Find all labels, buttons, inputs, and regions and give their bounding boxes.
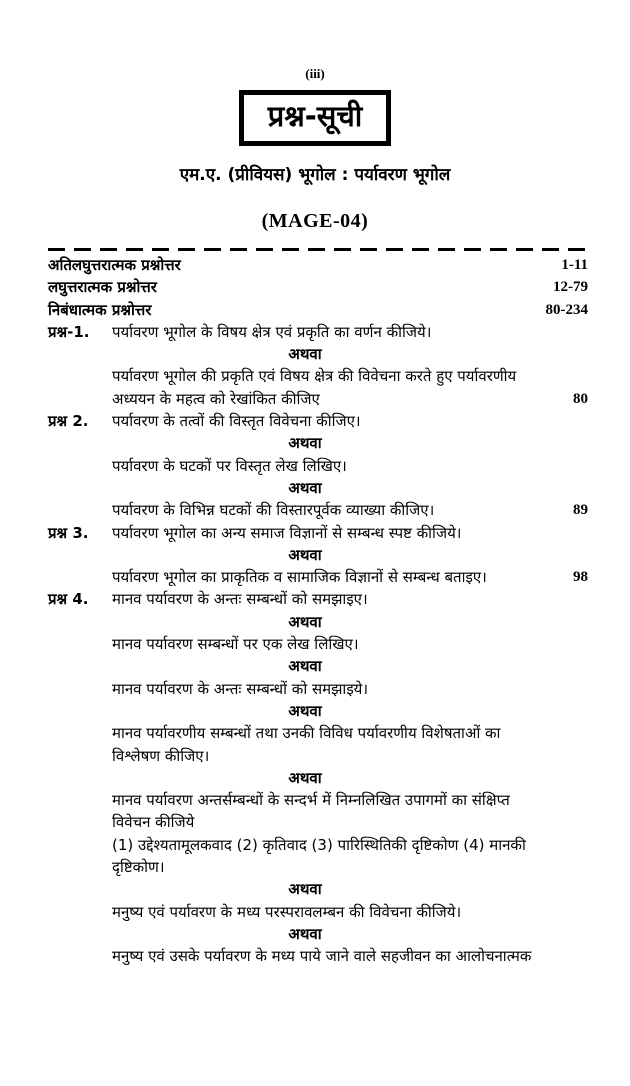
or-text: अथवा [288,545,322,564]
page-number: 89 [573,502,588,519]
or-separator [48,477,588,499]
or-text: अथवा [288,612,322,631]
body-line [48,566,588,588]
dashed-divider [48,248,588,251]
or-separator [48,700,588,722]
question-number: प्रश्न-1. [48,322,90,341]
course-title: एम.ए. (प्रीवियस) भूगोल : पर्यावरण भूगोल [179,165,451,185]
body-text: मनुष्य एवं पर्यावरण के मध्य परस्परावलम्बन की विवेचना कीजिये। [112,902,462,921]
question-text: पर्यावरण के तत्वों की विस्तृत विवेचना कीजिए। [112,412,361,431]
course-code: (MAGE-04) [261,210,369,232]
body-line [48,388,588,410]
toc-row [48,299,588,321]
question-line [48,522,588,544]
or-text: अथवा [288,345,322,364]
body-text: पर्यावरण भूगोल का प्राकृतिक व सामाजिक विज्ञानों से सम्बन्ध बताइए। [112,568,487,587]
title-box-wrapper [0,90,630,146]
body-text: पर्यावरण भूगोल की प्रकृति एवं विषय क्षेत्र की विवेचना करते हुए पर्यावरणीय [112,367,517,386]
question-text: पर्यावरण भूगोल के विषय क्षेत्र एवं प्रकृति का वर्णन कीजिये। [112,322,432,341]
body-line [48,834,588,856]
or-text: अथवा [288,434,322,453]
or-text: अथवा [288,880,322,899]
question-text: पर्यावरण भूगोल का अन्य समाज विज्ञानों से सम्बन्ध स्पष्ट कीजिये। [112,523,462,542]
or-text: अथवा [288,924,322,943]
page-folio: (iii) [305,66,325,81]
body-line [48,633,588,655]
body-line [48,722,588,744]
or-separator [48,767,588,789]
body-line [48,789,588,811]
or-text: अथवा [288,478,322,497]
body-line [48,455,588,477]
body-text: मानव पर्यावरण के अन्तः सम्बन्धों को समझाइये। [112,679,369,698]
toc-pages: 80-234 [545,301,588,318]
body-text: विवेचन कीजिये [112,813,195,832]
body-line [48,365,588,387]
body-text: पर्यावरण के घटकों पर विस्तृत लेख लिखिए। [112,456,347,475]
page-number: 80 [573,390,588,407]
toc-row [48,276,588,298]
question-list [48,254,588,968]
or-separator [48,611,588,633]
body-text: मनुष्य एवं उसके पर्यावरण के मध्य पाये जाने वाले सहजीवन का आलोचनात्मक [112,947,532,966]
toc-label: अतिलघुत्तरात्मक प्रश्नोत्तर [48,256,181,274]
body-line [48,499,588,521]
body-line [48,745,588,767]
body-text: मानव पर्यावरण सम्बन्धों पर एक लेख लिखिए। [112,635,359,654]
body-line [48,945,588,967]
or-separator [48,923,588,945]
body-text: विश्लेषण कीजिए। [112,746,210,765]
or-separator [48,343,588,365]
toc-label: निबंधात्मक प्रश्नोत्तर [48,300,152,319]
page-title: प्रश्न-सूची [239,90,392,146]
or-separator [48,878,588,900]
question-line [48,410,588,432]
or-text: अथवा [288,657,322,676]
toc-row [48,254,588,276]
question-number: प्रश्न 4. [48,590,89,609]
question-number: प्रश्न 3. [48,523,89,542]
body-line [48,678,588,700]
question-line [48,321,588,343]
body-text: मानव पर्यावरणीय सम्बन्धों तथा उनकी विविध पर्यावरणीय विशेषताओं का [112,724,501,743]
body-line [48,811,588,833]
or-separator [48,544,588,566]
page-number: 98 [573,569,588,586]
body-text: पर्यावरण के विभिन्न घटकों की विस्तारपूर्वक व्याख्या कीजिए। [112,501,435,520]
body-text: मानव पर्यावरण अन्तर्सम्बन्धों के सन्दर्भ में निम्नलिखित उपागमों का संक्षिप्त [112,791,510,810]
body-line [48,856,588,878]
toc-pages: 12-79 [553,279,588,296]
body-text: दृष्टिकोण। [112,858,165,877]
toc-label: लघुत्तरात्मक प्रश्नोत्तर [48,278,157,297]
body-text: अध्ययन के महत्व को रेखांकित कीजिए [112,389,320,408]
body-line [48,901,588,923]
or-text: अथवा [288,701,322,720]
or-separator [48,432,588,454]
or-separator [48,655,588,677]
question-line [48,588,588,610]
body-text: (1) उद्देश्यतामूलकवाद (2) कृतिवाद (3) पारिस्थितिकी दृष्टिकोण (4) मानकी [112,835,526,854]
question-text: मानव पर्यावरण के अन्तः सम्बन्धों को समझाइए। [112,590,368,609]
or-text: अथवा [288,768,322,787]
toc-pages: 1-11 [561,257,588,273]
question-number: प्रश्न 2. [48,412,89,431]
